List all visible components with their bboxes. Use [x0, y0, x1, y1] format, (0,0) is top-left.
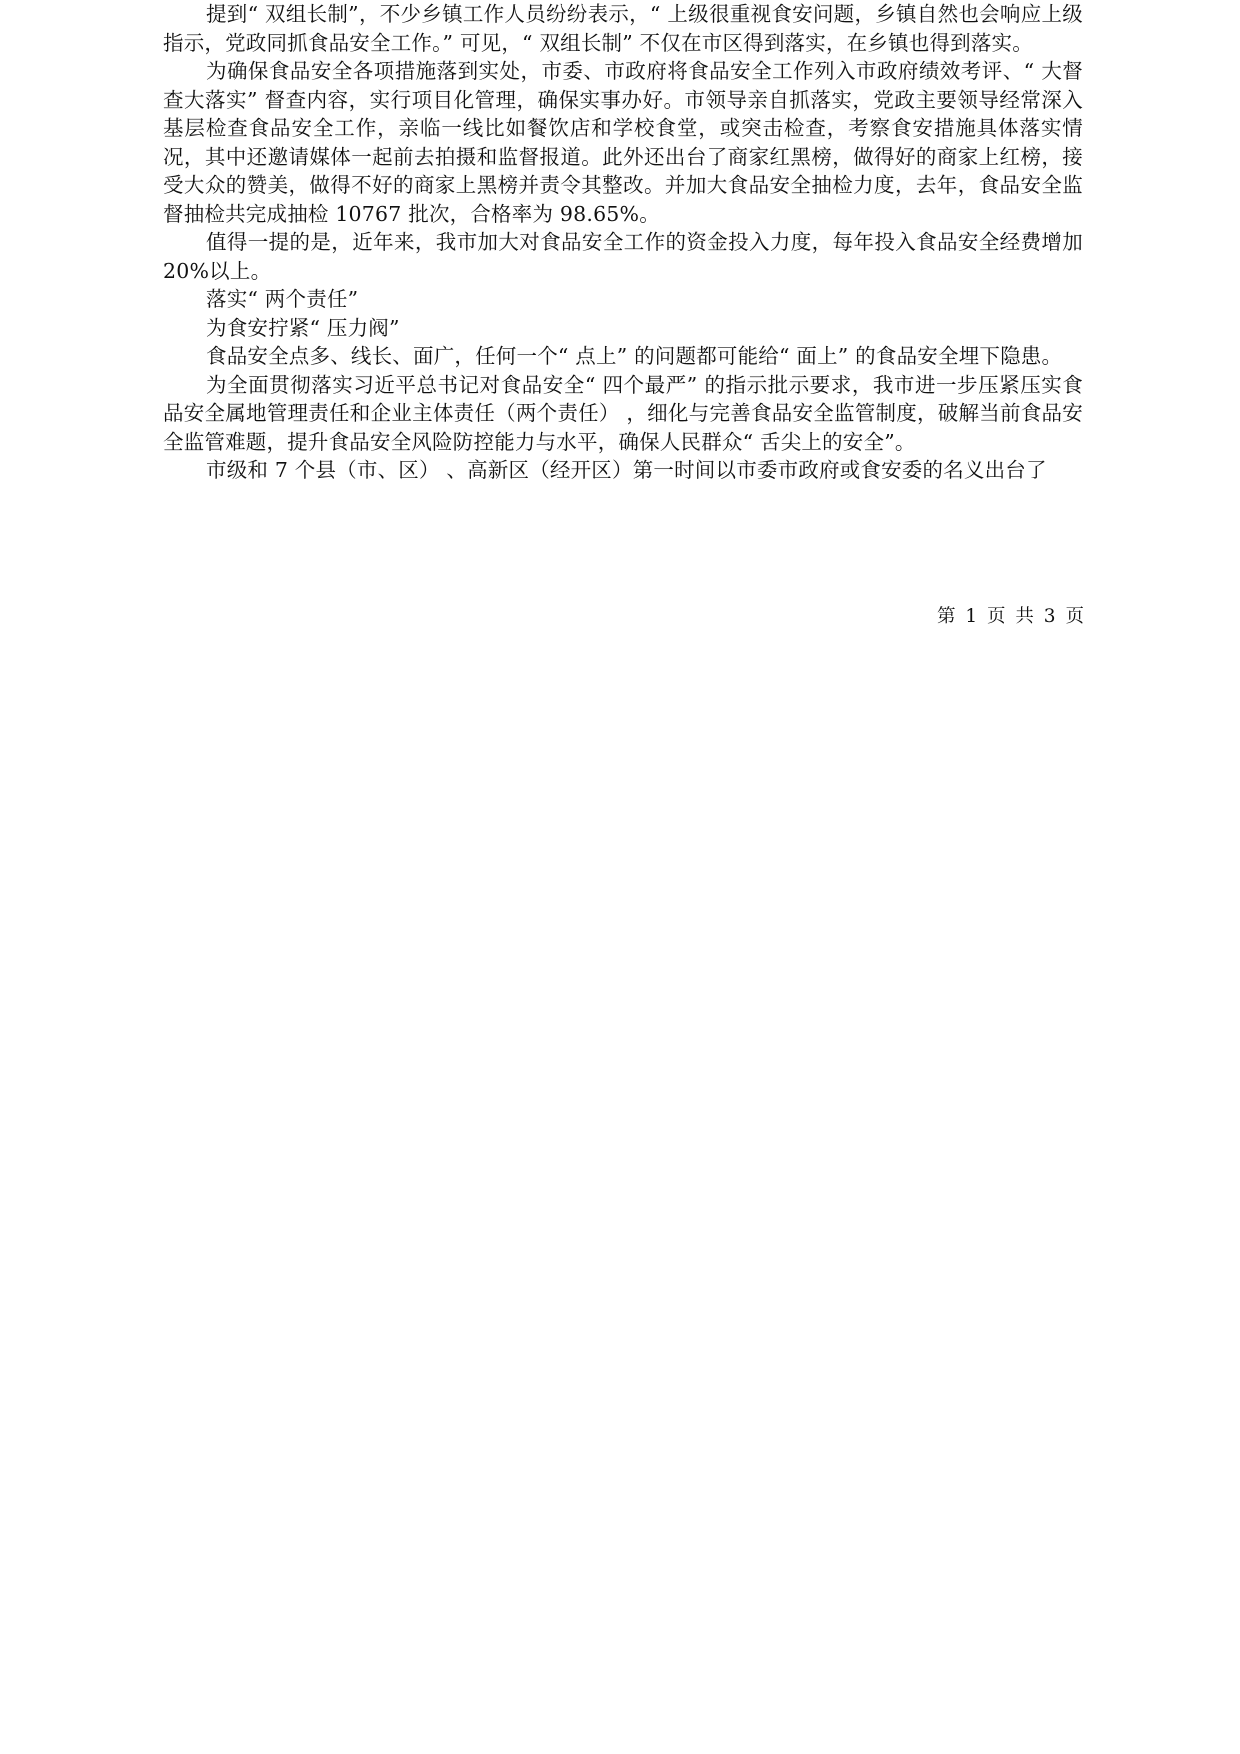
page-number-footer: 第 1 页 共 3 页 — [937, 606, 1086, 627]
document-body — [163, 0, 1083, 485]
paragraph-county-level: 市级和 7 个县（市、区） 、高新区（经开区）第一时间以市委市政府或食安委的名义出台了 — [206, 458, 1047, 482]
paragraph-double-leader: 提到“ 双组长制”，不少乡镇工作人员纷纷表示，“ 上级很重视食安问题，乡镇自然也会响应上级指示，党政同抓食品安全工作。” 可见，“ 双组长制” 不仅在市区得到落实，在乡镇也得到落实。 — [163, 2, 1083, 55]
paragraph-measures: 为确保食品安全各项措施落到实处，市委、市政府将食品安全工作列入市政府绩效考评、“ 大督查大落实” 督查内容，实行项目化管理，确保实事办好。市领导亲自抓落实，党政主要领导经常深入基层检查食品安全工作，亲临一线比如餐饮店和学校食堂，或突击检查，考察食安措施具体落实情况，其中还邀请媒体一起前去拍摄和监督报道。此外还出台了商家红黑榜，做得好的商家上红榜，接受大众的赞美，做得不好的商家上黑榜并责令其整改。并加大食品安全抽检力度，去年，食品安全监督抽检共完成抽检 10767 批次，合格率为 98.65%。 — [163, 59, 1083, 226]
section-heading-line-2: 为食安拧紧“ 压力阀” — [206, 315, 400, 340]
paragraph-funding: 值得一提的是，近年来，我市加大对食品安全工作的资金投入力度，每年投入食品安全经费增加 20%以上。 — [163, 230, 1083, 283]
paragraph-two-responsibilities: 为全面贯彻落实习近平总书记对食品安全“ 四个最严” 的指示批示要求，我市进一步压紧压实食品安全属地管理责任和企业主体责任（两个责任） ，细化与完善食品安全监管制度，破解当前食品安全监管难题，提升食品安全风险防控能力与水平，确保人民群众“ 舌尖上的安全”。 — [163, 372, 1083, 454]
paragraph-risk: 食品安全点多、线长、面广，任何一个“ 点上” 的问题都可能给“ 面上” 的食品安全埋下隐患。 — [206, 344, 1063, 368]
section-heading-line-1: 落实“ 两个责任” — [206, 287, 359, 311]
